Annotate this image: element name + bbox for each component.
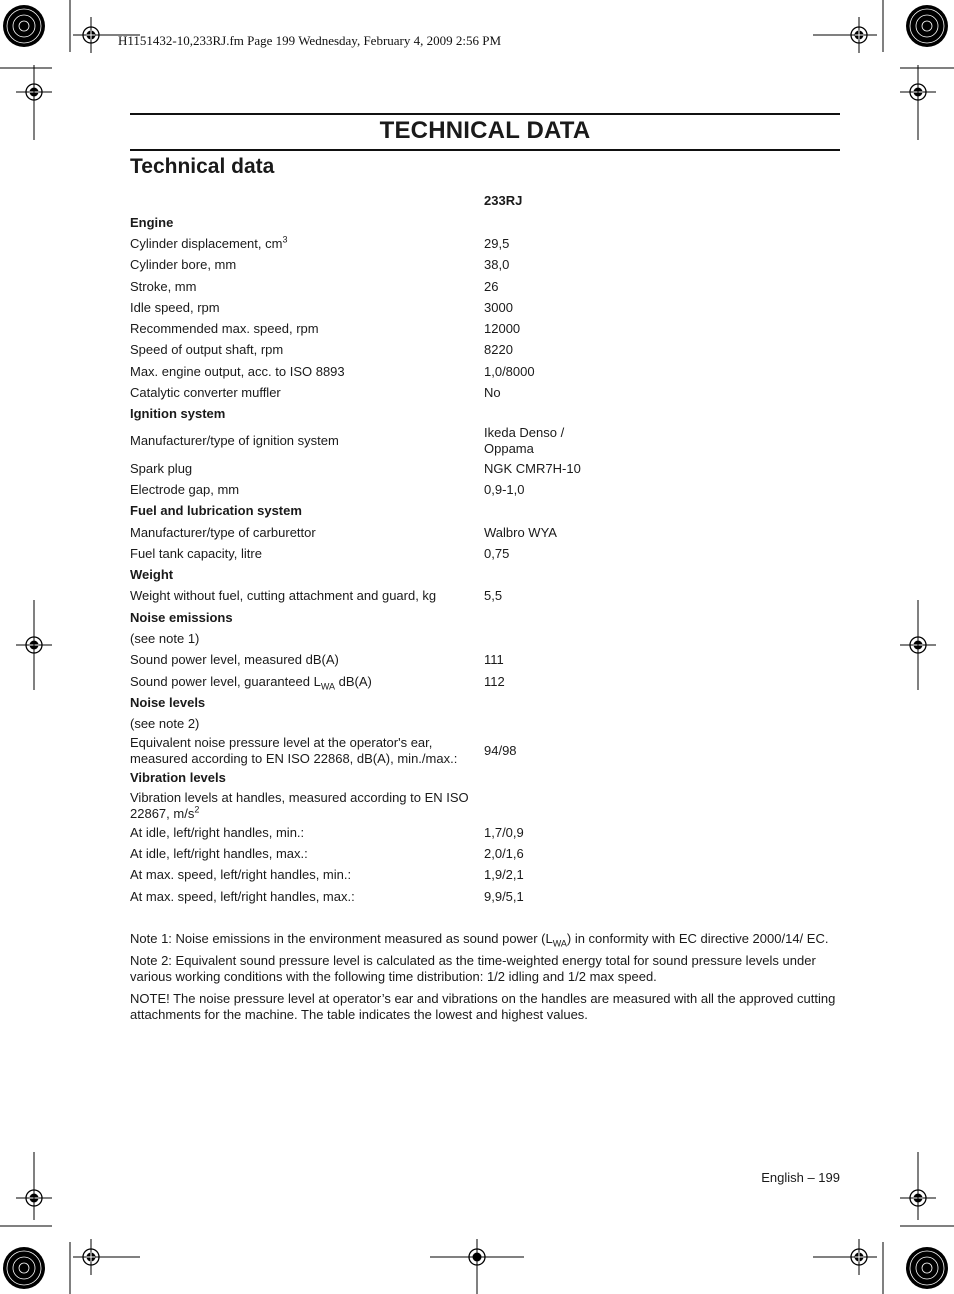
group-label: Engine	[130, 214, 174, 230]
group-heading	[130, 404, 600, 425]
spec-value: 3000	[484, 299, 513, 315]
model-column-header: 233RJ	[484, 193, 523, 208]
spec-row	[130, 843, 600, 864]
starburst-mark-top-left	[3, 5, 45, 47]
spec-row	[130, 297, 600, 318]
spec-label: Speed of output shaft, rpm	[130, 342, 284, 358]
spec-value: 111	[484, 652, 504, 668]
spec-row	[130, 822, 600, 843]
spec-value: 8220	[484, 342, 513, 358]
group-label: Fuel and lubrication system	[130, 503, 302, 519]
spec-value: 9,9/5,1	[484, 888, 524, 904]
spec-value: 38,0	[484, 257, 510, 273]
spec-row	[130, 522, 600, 543]
group-heading	[130, 768, 600, 789]
spec-row	[130, 318, 600, 339]
spec-row	[130, 671, 600, 692]
spec-label: Spark plug	[130, 460, 193, 476]
spec-label: Stroke, mm	[130, 278, 197, 294]
spec-value: 1,0/8000	[484, 363, 535, 379]
spec-row	[130, 276, 600, 297]
spec-value: 2,0/1,6	[484, 846, 524, 862]
page-footer: English – 199	[761, 1170, 840, 1185]
spec-row	[130, 382, 600, 403]
spec-label: Weight without fuel, cutting attachment and guard, kg	[130, 588, 437, 604]
spec-label: (see note 1)	[130, 630, 200, 646]
section-title: Technical data	[130, 155, 275, 178]
spec-row	[130, 543, 600, 564]
spec-row	[130, 714, 600, 735]
spec-value: 0,75	[484, 545, 510, 561]
spec-row	[130, 458, 600, 479]
spec-label: Sound power level, measured dB(A)	[130, 652, 339, 668]
spec-label: At max. speed, left/right handles, max.:	[130, 888, 355, 904]
spec-row	[130, 425, 600, 458]
spec-row	[130, 789, 600, 822]
spec-row	[130, 479, 600, 500]
group-heading	[130, 607, 600, 628]
spec-value: 0,9-1,0	[484, 481, 525, 497]
spec-value: Walbro WYA	[484, 524, 557, 540]
starburst-mark-bottom-right	[906, 1247, 948, 1289]
spec-label: Idle speed, rpm	[130, 299, 220, 315]
spec-label: Vibration levels at handles, measured according to EN ISO 22867, $m/s^2$	[130, 789, 469, 821]
spec-label: Max. engine output, acc. to ISO 8893	[130, 363, 345, 379]
spec-label: (see note 2)	[130, 716, 200, 732]
note-2: Note 2: Equivalent sound pressure level is calculated as the time-weighted energy total for sound pressure levels under various working conditions with the following time distribution: 1/2 idling and 1/2 max speed.	[130, 953, 816, 984]
spec-value: No	[484, 385, 501, 401]
spec-row	[130, 361, 600, 382]
spec-label: At idle, left/right handles, max.:	[130, 846, 308, 862]
spec-label: Manufacturer/type of carburettor	[130, 524, 316, 540]
spec-value: Ikeda Denso / Oppama	[484, 425, 565, 457]
spec-row	[130, 735, 600, 768]
spec-value: 1,7/0,9	[484, 824, 524, 840]
spec-label: Manufacturer/type of ignition system	[130, 433, 339, 449]
page-heading: TECHNICAL DATA	[379, 117, 591, 144]
group-label: Vibration levels	[130, 770, 226, 786]
spec-row	[130, 650, 600, 671]
spec-table	[130, 212, 600, 907]
spec-row	[130, 255, 600, 276]
group-heading	[130, 564, 600, 585]
spec-value: 94/98	[484, 743, 517, 759]
spec-label: Equivalent noise pressure level at the operator's ear, measured according to EN ISO 22868, dB(A), min./max.:	[130, 735, 458, 767]
note-1: Note 1: Noise emissions in the environment measured as sound power $(L_{WA})$ in conformity with EC directive 2000/14/ EC.	[130, 931, 829, 949]
spec-label: At idle, left/right handles, min.:	[130, 824, 305, 840]
spec-label: At max. speed, left/right handles, min.:	[130, 867, 352, 883]
starburst-mark-top-right	[906, 5, 948, 47]
starburst-mark-bottom-left	[3, 1247, 45, 1289]
group-label: Noise levels	[130, 694, 206, 710]
notes	[130, 931, 842, 1029]
spec-label: Cylinder bore, mm	[130, 257, 237, 273]
spec-row	[130, 628, 600, 649]
spec-row	[130, 865, 600, 886]
spec-value: 26	[484, 278, 499, 294]
spec-row	[130, 586, 600, 607]
spec-value: 29,5	[484, 235, 510, 251]
spec-label: Fuel tank capacity, litre	[130, 545, 262, 561]
spec-value: 5,5	[484, 588, 503, 604]
spec-row	[130, 340, 600, 361]
spec-value: 1,9/2,1	[484, 867, 524, 883]
spec-label: Recommended max. speed, rpm	[130, 321, 319, 337]
group-label: Noise emissions	[130, 609, 233, 625]
heading-rule-top	[130, 113, 840, 115]
spec-value: NGK CMR7H-10	[484, 460, 581, 476]
group-heading	[130, 692, 600, 713]
group-label: Ignition system	[130, 406, 226, 422]
spec-row	[130, 886, 600, 907]
spec-value: 112	[484, 673, 505, 689]
group-heading	[130, 501, 600, 522]
spec-value: 12000	[484, 321, 521, 337]
spec-label: Cylinder displacement, $cm^3$	[130, 234, 288, 251]
note-3: NOTE! The noise pressure level at operator’s ear and vibrations on the handles are measured with all the approved cutting attachments for the machine. The table indicates the lowest and highest values.	[130, 991, 836, 1022]
spec-label: Catalytic converter muffler	[130, 385, 281, 401]
spec-label: Sound power level, guaranteed $L_{WA}$ dB(A)	[130, 673, 372, 692]
spec-label: Electrode gap, mm	[130, 481, 240, 497]
file-header: H1151432-10,233RJ.fm Page 199 Wednesday, February 4, 2009 2:56 PM	[118, 33, 502, 48]
heading-rule-bottom	[130, 149, 840, 151]
group-label: Weight	[130, 567, 174, 583]
spec-row	[130, 233, 600, 254]
group-heading	[130, 212, 600, 233]
